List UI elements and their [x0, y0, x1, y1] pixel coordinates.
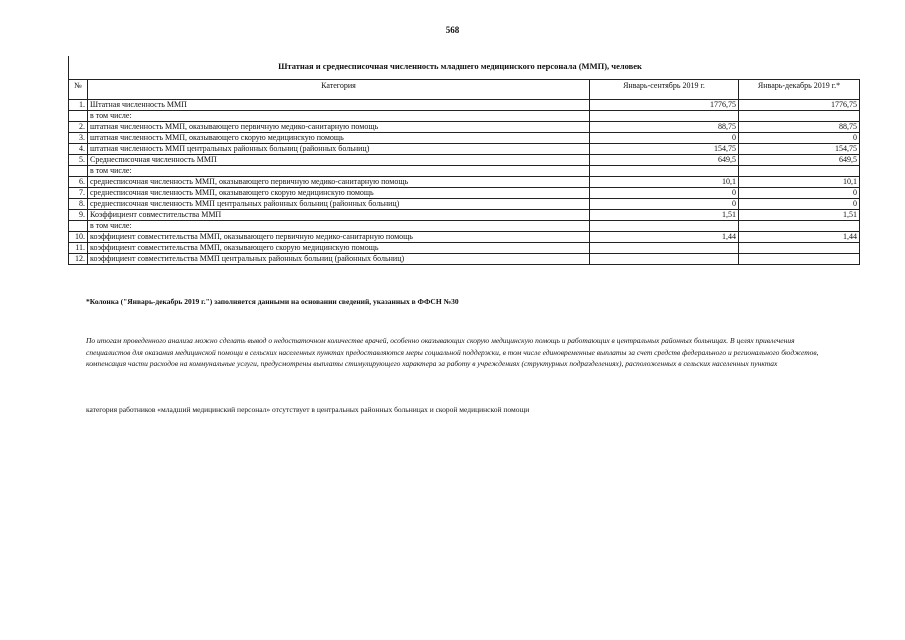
row-category: среднесписочная численность ММП, оказывающего первичную медико-санитарную помощь [88, 177, 590, 188]
row-category: Штатная численность ММП [88, 100, 590, 111]
row-num: 1. [69, 100, 88, 111]
table-row [69, 122, 860, 133]
row-num: 2. [69, 122, 88, 133]
header-jan-dec: Январь-декабрь 2019 г.* [739, 80, 860, 100]
table-row [69, 221, 860, 232]
table-row [69, 177, 860, 188]
row-jan-sep: 0 [590, 188, 739, 199]
row-jan-sep: 649,5 [590, 155, 739, 166]
row-category: штатная численность ММП, оказывающего скорую медицинскую помощь [88, 133, 590, 144]
row-category: штатная численность ММП, оказывающего первичную медико-санитарную помощь [88, 122, 590, 133]
row-num: 11. [69, 243, 88, 254]
row-jan-sep [590, 221, 739, 232]
row-num: 12. [69, 254, 88, 265]
row-num [69, 166, 88, 177]
row-num: 6. [69, 177, 88, 188]
row-jan-sep: 0 [590, 133, 739, 144]
row-jan-dec: 0 [739, 188, 860, 199]
row-jan-dec: 1776,75 [739, 100, 860, 111]
row-jan-sep [590, 166, 739, 177]
header-num: № [69, 80, 88, 100]
row-category: коэффициент совместительства ММП центральных районных больниц (районных больниц) [88, 254, 590, 265]
table-row [69, 243, 860, 254]
row-num: 10. [69, 232, 88, 243]
row-num [69, 221, 88, 232]
row-jan-sep [590, 254, 739, 265]
row-num: 3. [69, 133, 88, 144]
row-num [69, 111, 88, 122]
row-jan-sep: 0 [590, 199, 739, 210]
row-jan-dec [739, 111, 860, 122]
row-jan-dec [739, 254, 860, 265]
page-number: 568 [445, 25, 460, 35]
row-category: среднесписочная численность ММП центральных районных больниц (районных больниц) [88, 199, 590, 210]
header-jan-sep: Январь-сентябрь 2019 г. [590, 80, 739, 100]
row-num: 5. [69, 155, 88, 166]
bottom-note: категория работников «младший медицинский персонал» отсутствует в центральных районных больницах и скорой медицинской помощи [86, 405, 530, 414]
row-jan-sep [590, 111, 739, 122]
staff-table [68, 79, 860, 265]
row-jan-dec: 1,51 [739, 210, 860, 221]
row-category: среднесписочная численность ММП, оказывающего скорую медицинскую помощь [88, 188, 590, 199]
analysis-paragraph: По итогам проведенного анализа можно сделать вывод о недостаточном количестве врачей, особенно оказывающих скорую медицинскую помощь и работающих в центральных районных больницах. В целях привлечения специалистов для оказания медицинской помощи в сельских населенных пунктах предоставляются меры социальной поддержки, в том числе единовременные выплаты за счет средств федерального и регионального бюджетов, компенсация части расходов на коммунальные услуги, предусмотрены выплаты стимулирующего характера за работу в учреждениях (структурных подразделениях), расположенных в сельских населенных пунктах [86, 336, 819, 369]
table-header-row [69, 80, 860, 100]
row-category: Среднесписочная численность ММП [88, 155, 590, 166]
table-row [69, 254, 860, 265]
row-category: в том числе: [88, 111, 590, 122]
row-num: 9. [69, 210, 88, 221]
row-jan-dec: 10,1 [739, 177, 860, 188]
row-jan-dec [739, 166, 860, 177]
table-row [69, 100, 860, 111]
table-row [69, 188, 860, 199]
table-footnote: *Колонка ("Январь-декабрь 2019 г.") заполняется данными на основании сведений, указанных в ФФСН №30 [86, 297, 459, 306]
table-row [69, 111, 860, 122]
row-category: Коэффициент совместительства ММП [88, 210, 590, 221]
row-jan-dec: 88,75 [739, 122, 860, 133]
row-category: в том числе: [88, 221, 590, 232]
row-category: штатная численность ММП центральных районных больниц (районных больниц) [88, 144, 590, 155]
table-row [69, 133, 860, 144]
row-jan-sep [590, 243, 739, 254]
row-jan-dec: 1,44 [739, 232, 860, 243]
table-row [69, 232, 860, 243]
row-jan-sep: 88,75 [590, 122, 739, 133]
row-jan-sep: 1776,75 [590, 100, 739, 111]
row-jan-dec [739, 243, 860, 254]
row-jan-sep: 154,75 [590, 144, 739, 155]
row-jan-dec [739, 221, 860, 232]
row-num: 4. [69, 144, 88, 155]
row-num: 7. [69, 188, 88, 199]
row-jan-dec: 154,75 [739, 144, 860, 155]
row-jan-dec: 0 [739, 133, 860, 144]
table-row [69, 155, 860, 166]
row-category: в том числе: [88, 166, 590, 177]
table-title: Штатная и среднесписочная численность младшего медицинского персонала (ММП), человек [278, 61, 642, 71]
header-category: Категория [88, 80, 590, 100]
row-jan-dec: 0 [739, 199, 860, 210]
row-category: коэффициент совместительства ММП, оказывающего скорую медицинскую помощь [88, 243, 590, 254]
row-jan-dec: 649,5 [739, 155, 860, 166]
row-jan-sep: 10,1 [590, 177, 739, 188]
row-category: коэффициент совместительства ММП, оказывающего первичную медико-санитарную помощь [88, 232, 590, 243]
table-row [69, 199, 860, 210]
row-jan-sep: 1,51 [590, 210, 739, 221]
table-body [69, 100, 860, 265]
row-jan-sep: 1,44 [590, 232, 739, 243]
table-row [69, 144, 860, 155]
table-row [69, 166, 860, 177]
row-num: 8. [69, 199, 88, 210]
table-row [69, 210, 860, 221]
